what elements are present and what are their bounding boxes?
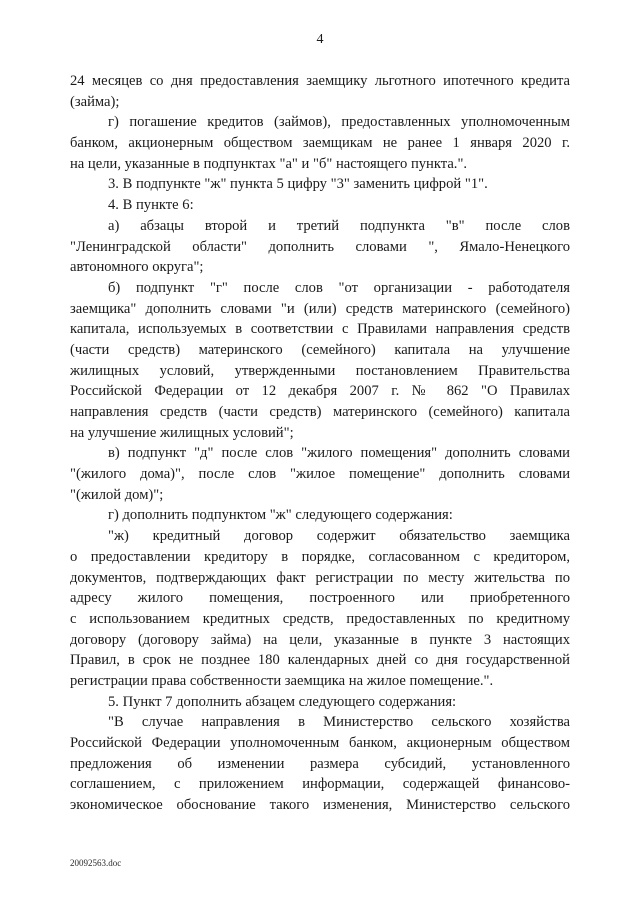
document-body — [70, 71, 570, 816]
text-line: "(жилой дом)"; — [70, 486, 164, 503]
text-line: автономного округа"; — [70, 259, 204, 276]
text-line: 3. В подпункте "ж" пункта 5 цифру "3" заменить цифрой "1". — [108, 176, 488, 193]
text-line: капитала, используемых в соответствии с Правилами направления средств — [70, 321, 570, 338]
text-line: на улучшение жилищных условий"; — [70, 424, 294, 441]
text-line: в) подпункт "д" после слов "жилого помещения" дополнить словами — [108, 445, 570, 462]
text-line: соглашением, с приложением информации, содержащей финансово- — [70, 776, 570, 793]
text-line: предложения об изменении размера субсидий, установленного — [70, 755, 570, 772]
text-line: г) дополнить подпунктом "ж" следующего содержания: — [108, 507, 453, 524]
text-line: на цели, указанные в подпунктах "а" и "б" настоящего пункта.". — [70, 155, 468, 172]
text-line: с использованием кредитных средств, предоставленных по кредитному — [70, 610, 570, 627]
text-line: Российской Федерации от 12 декабря 2007 г. № 862 "О Правилах — [70, 383, 570, 400]
page-number: 4 — [316, 32, 324, 47]
text-line: документов, подтверждающих факт регистрации по месту жительства по — [70, 569, 570, 586]
text-line: адресу жилого помещения, построенного или приобретенного — [70, 590, 570, 607]
text-line: Российской Федерации уполномоченным банком, акционерным обществом — [70, 735, 570, 751]
text-line: заемщика" дополнить словами "и (или) средств материнского (семейного) — [70, 300, 570, 317]
text-line: 24 месяцев со дня предоставления заемщику льготного ипотечного кредита — [70, 73, 570, 89]
text-line: 5. Пункт 7 дополнить абзацем следующего содержания: — [108, 693, 457, 710]
text-line: "Ленинградской области" дополнить словами ", Ямало-Ненецкого — [70, 238, 570, 255]
text-line: 4. В пункте 6: — [108, 197, 194, 214]
text-line: направления средств (части средств) материнского (семейного) капитала — [70, 404, 570, 420]
text-line: о предоставлении кредитору в порядке, согласованном с кредитором, — [70, 548, 570, 565]
text-line: "В случае направления в Министерство сельского хозяйства — [108, 714, 570, 731]
text-line: жилищных условий, утвержденными постановлением Правительства — [70, 362, 570, 379]
text-line: Правил, в срок не позднее 180 календарных дней со дня государственной — [70, 652, 570, 669]
text-line: договору (договору займа) на цели, указанные в пункте 3 настоящих — [70, 631, 570, 648]
text-line: (части средств) материнского (семейного) капитала на улучшение — [70, 341, 570, 358]
text-line: экономическое обоснование такого изменения, Министерство сельского — [70, 797, 570, 814]
text-line: "ж) кредитный договор содержит обязательство заемщика — [108, 528, 570, 545]
text-line: (займа); — [70, 93, 120, 110]
file-name-footer: 20092563.doc — [70, 858, 122, 868]
text-line: а) абзацы второй и третий подпункта "в" после слов — [108, 217, 570, 234]
text-line: регистрации права собственности заемщика на жилое помещение.". — [70, 672, 494, 689]
text-line: "(жилого дома)", после слов "жилое помещение" дополнить словами — [70, 466, 570, 483]
text-line: г) погашение кредитов (займов), предоставленных уполномоченным — [108, 114, 570, 131]
text-line: банком, акционерным обществом заемщикам не ранее 1 января 2020 г. — [70, 135, 570, 152]
text-line: б) подпункт "г" после слов "от организации - работодателя — [108, 279, 570, 296]
